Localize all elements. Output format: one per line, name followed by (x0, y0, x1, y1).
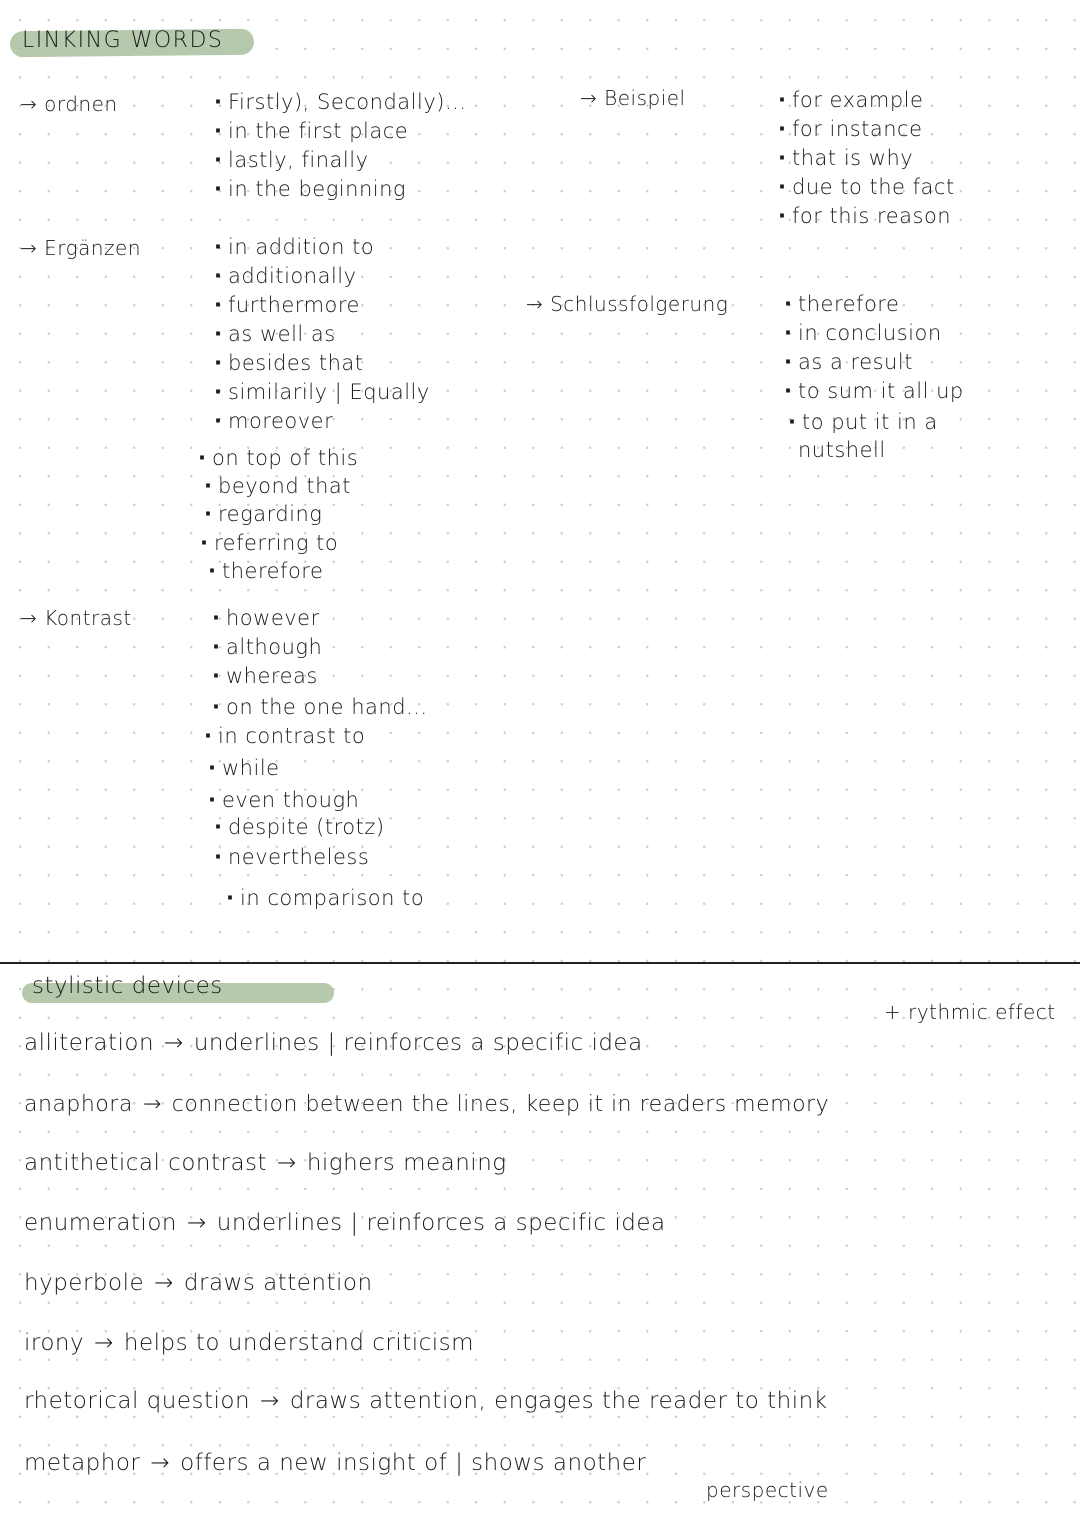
list-item: · furthermore (228, 291, 360, 320)
device-term: antithetical contrast (24, 1150, 268, 1176)
section-title-stylistic-devices: stylistic devices (32, 973, 223, 999)
list-item: · in the first place (228, 117, 408, 146)
device-row (24, 1210, 666, 1236)
list-item: · referring to (214, 529, 338, 558)
device-description: underlines | reinforces a specific idea (216, 1210, 666, 1236)
list-item: · additionally (228, 262, 357, 291)
list-item: · even though (222, 786, 359, 815)
device-term: alliteration (24, 1030, 155, 1056)
list-item: · although (226, 633, 322, 662)
list-item: · similarily | Equally (228, 378, 430, 407)
list-item: · on the one hand... (226, 693, 428, 722)
device-term: metaphor (24, 1450, 141, 1476)
arrow-icon: → (260, 1388, 280, 1414)
list-item: · in contrast to (218, 722, 365, 751)
list-item: · to sum it all up (798, 377, 964, 406)
device-description: draws attention, engages the reader to think (289, 1388, 828, 1414)
page-title: LINKING WORDS (22, 28, 224, 53)
list-item: · beyond that (218, 472, 351, 501)
list-item: · moreover (228, 407, 333, 436)
list-item: · in addition to (228, 233, 374, 262)
arrow-icon: → (164, 1030, 184, 1056)
device-extra-note: + rythmic effect (884, 1000, 1056, 1024)
device-term: enumeration (24, 1210, 177, 1236)
device-description: offers a new insight of | shows another (180, 1450, 647, 1476)
list-item: · due to the fact (792, 173, 955, 202)
list-item: · regarding (218, 500, 322, 529)
arrow-icon: → (186, 1210, 207, 1236)
category-kontrast: → Kontrast (20, 606, 132, 630)
arrow-icon: → (154, 1270, 174, 1296)
category-schlussfolgerung: → Schlussfolgerung (526, 292, 729, 316)
list-item: · whereas (226, 662, 318, 691)
list-item: · for this reason (792, 202, 951, 231)
list-item: · as well as (228, 320, 336, 349)
device-row (24, 1330, 474, 1356)
arrow-icon: → (142, 1092, 162, 1117)
list-item: · that is why (792, 144, 913, 173)
device-description: helps to understand criticism (123, 1330, 475, 1356)
list-item: · for example (792, 86, 923, 115)
list-item: · therefore (222, 557, 323, 586)
list-item: · to put it in a (802, 408, 938, 437)
device-row (24, 1270, 373, 1296)
device-row (24, 1150, 507, 1176)
device-row (24, 1092, 829, 1117)
list-item: · therefore (798, 290, 899, 319)
list-item: · in conclusion (798, 319, 942, 348)
list-item: · as a result (798, 348, 913, 377)
list-item: · despite (trotz) (228, 813, 385, 842)
device-term: irony (24, 1330, 85, 1356)
device-description: draws attention (183, 1270, 373, 1296)
arrow-icon: → (277, 1150, 297, 1176)
device-description: connection between the lines, keep it in readers memory (171, 1092, 830, 1117)
category-ergaenzen: → Ergänzen (20, 236, 142, 260)
list-item: · for instance (792, 115, 923, 144)
device-row (24, 1388, 828, 1414)
device-row (24, 1450, 646, 1476)
list-item: · Firstly), Secondally)... (228, 88, 466, 117)
list-item: · while (222, 754, 280, 783)
device-description: underlines | reinforces a specific idea (193, 1030, 643, 1056)
device-description: highers meaning (306, 1150, 507, 1176)
device-row (24, 1030, 643, 1056)
device-extra-note: perspective (706, 1478, 829, 1502)
list-item: · on top of this (212, 444, 358, 473)
list-item: · besides that (228, 349, 364, 378)
category-beispiel: → Beispiel (580, 86, 686, 110)
device-term: hyperbole (24, 1270, 145, 1296)
arrow-icon: → (94, 1330, 114, 1356)
list-item-continuation: nutshell (798, 438, 886, 462)
category-ordnen: → ordnen (20, 92, 118, 116)
section-divider (0, 962, 1080, 964)
list-item: · however (226, 604, 320, 633)
device-term: rhetorical question (24, 1388, 251, 1414)
device-term: anaphora (24, 1092, 133, 1117)
list-item: · nevertheless (228, 843, 369, 872)
list-item: · in comparison to (240, 884, 424, 913)
list-item: · lastly, finally (228, 146, 369, 175)
arrow-icon: → (150, 1450, 171, 1476)
list-item: · in the beginning (228, 175, 406, 204)
